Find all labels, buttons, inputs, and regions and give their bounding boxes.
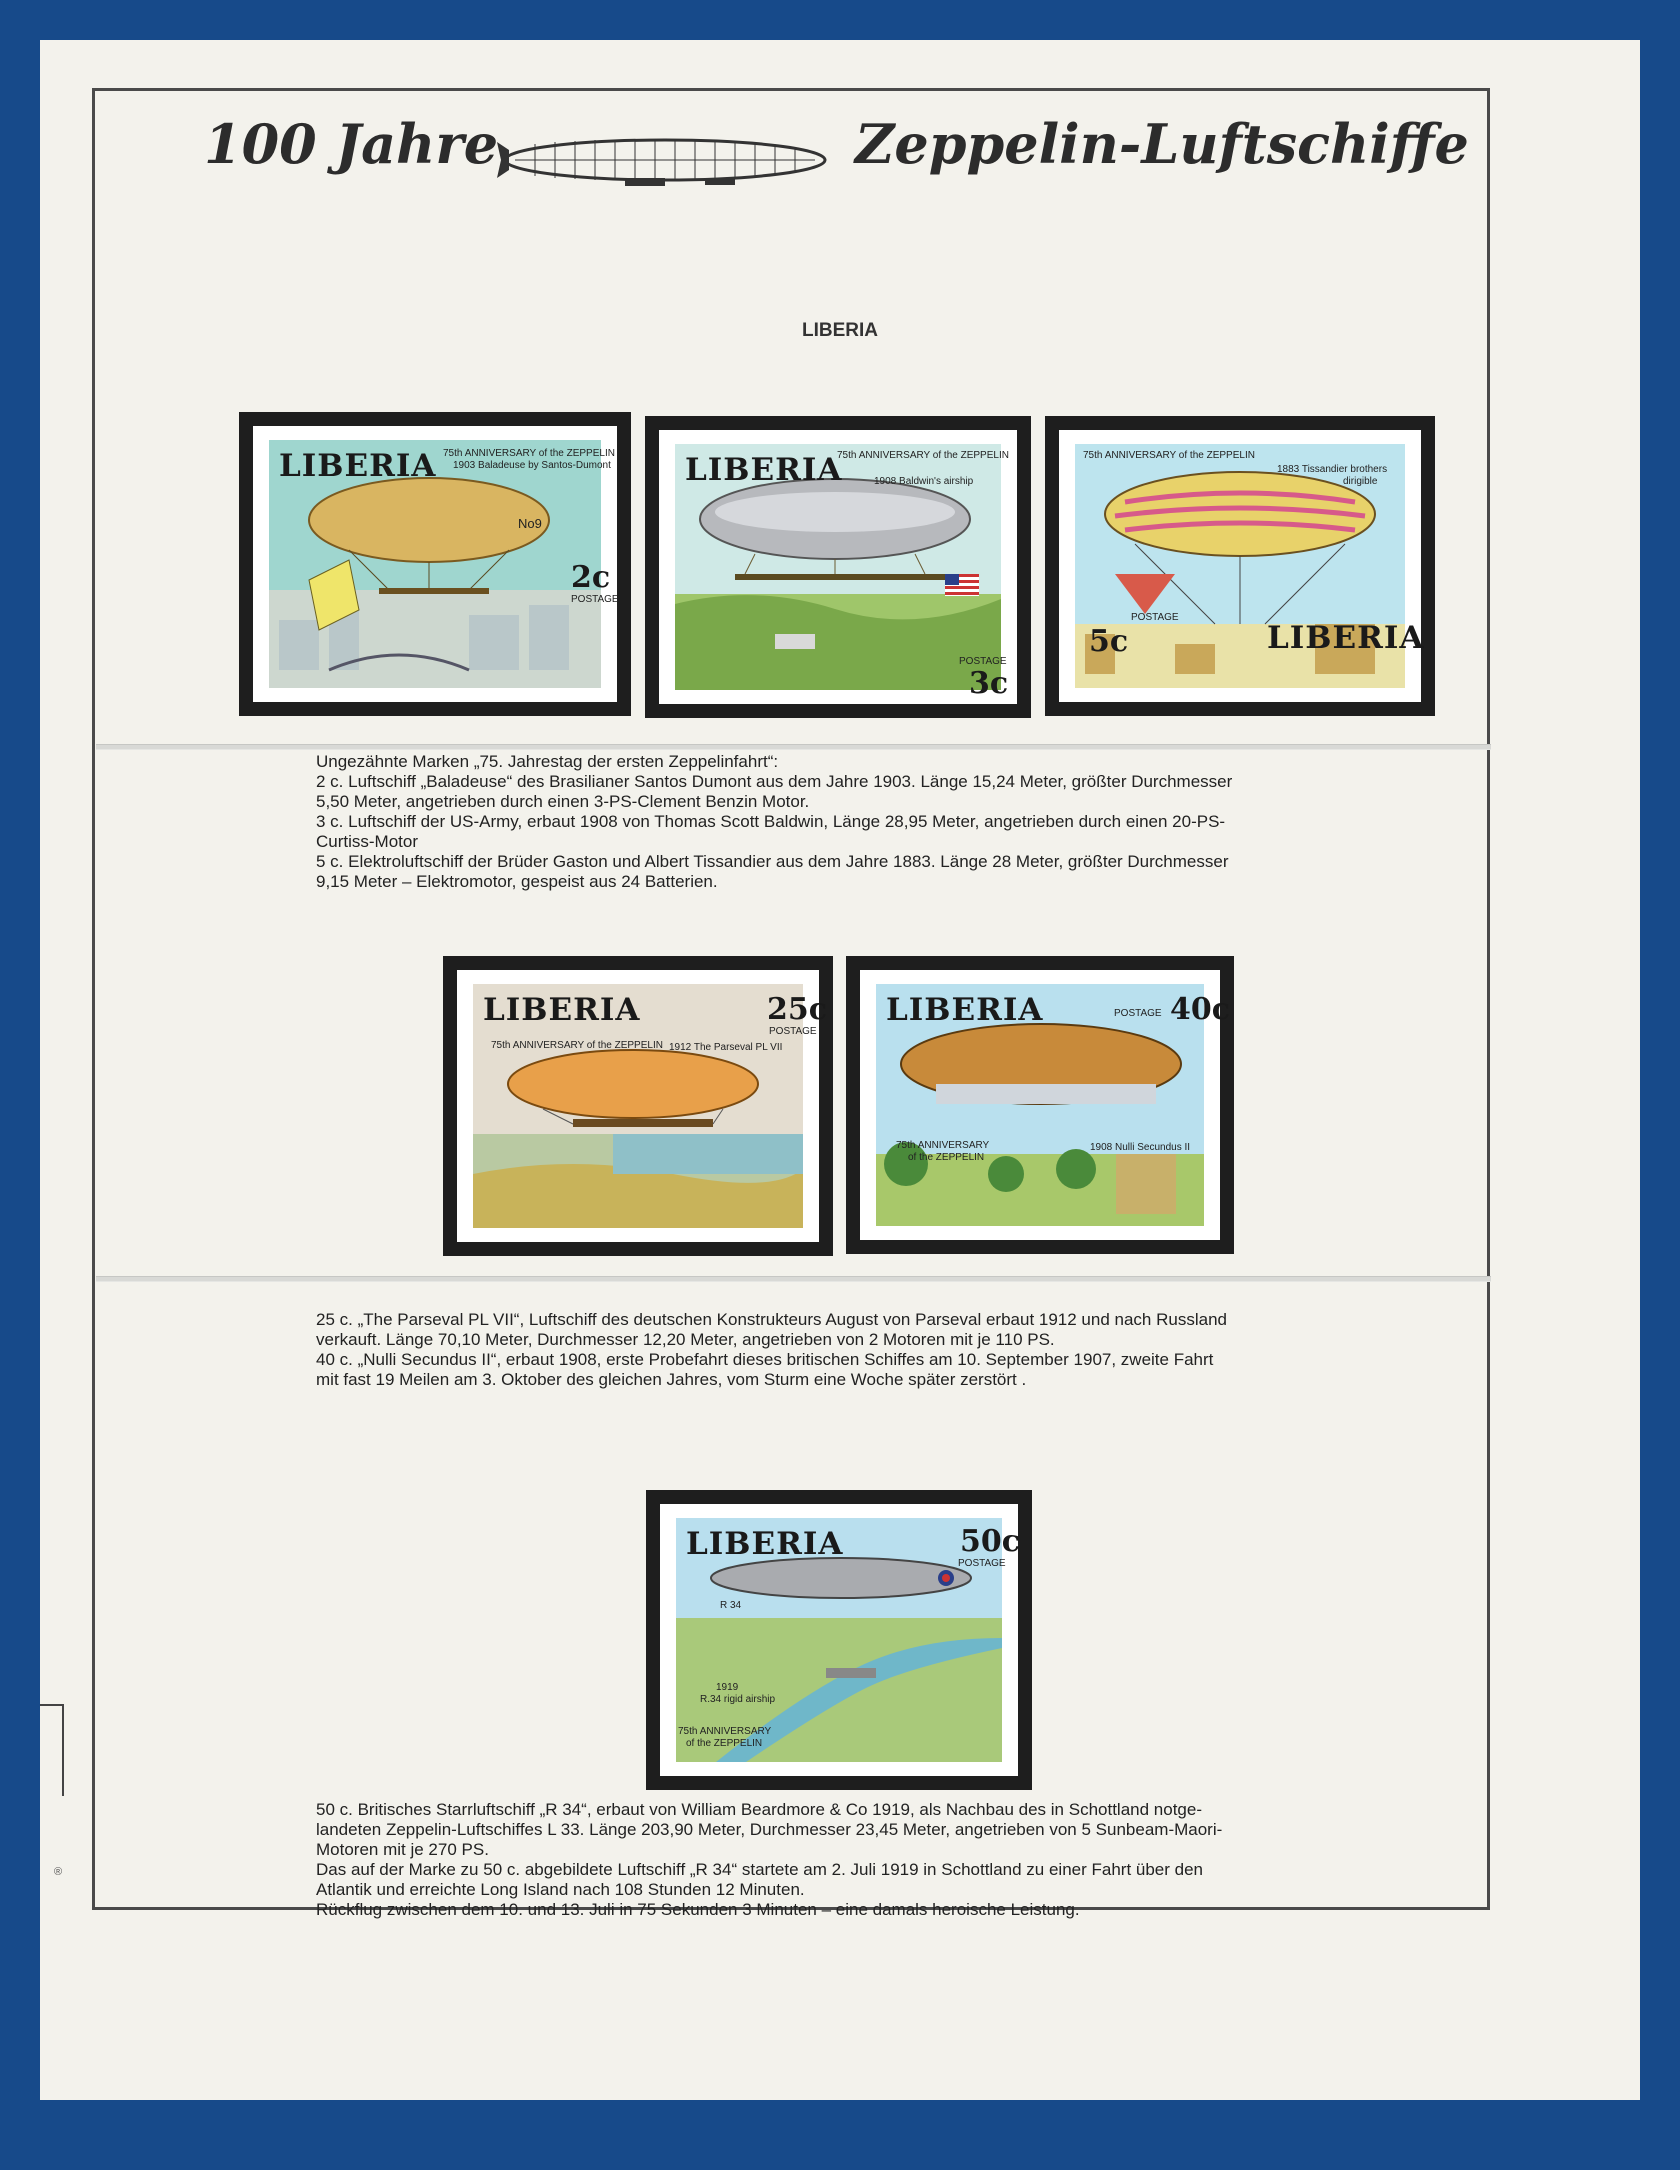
stamp-anniversary: 75th ANNIVERSARY of the ZEPPELIN [443, 448, 615, 459]
stamp-country: LIBERIA [1267, 620, 1425, 656]
stamp-anniversary: 75th ANNIVERSARY of the ZEPPELIN [1083, 450, 1255, 461]
description-line: Ungezähnte Marken „75. Jahrestag der ersten Zeppelinfahrt“: [316, 752, 779, 771]
description-line: Motoren mit je 270 PS. [316, 1840, 489, 1859]
stamp [253, 426, 617, 702]
description-line: 3 c. Luftschiff der US-Army, erbaut 1908 von Thomas Scott Baldwin, Länge 28,95 Meter, angetrieben durch einen 20-PS- [316, 812, 1226, 831]
stamp-country: LIBERIA [886, 992, 1044, 1028]
page-title-left: 100 Jahre [204, 112, 499, 176]
stamp-postage: POSTAGE [1114, 1008, 1162, 1019]
stamp-mount [239, 412, 631, 716]
stamp-caption: 1908 Baldwin's airship [874, 476, 974, 487]
description-line: Curtiss-Motor [316, 832, 419, 851]
stamp-postage: POSTAGE [959, 656, 1007, 667]
stamp-anniversary: 75th ANNIVERSARY of the ZEPPELIN [837, 450, 1009, 461]
stamp-postage: POSTAGE [958, 1558, 1006, 1569]
description-line: 50 c. Britisches Starrluftschiff „R 34“, erbaut von William Beardmore & Co 1919, als Nachbau des in Schottland notge- [316, 1800, 1203, 1819]
stamp-postage: POSTAGE [769, 1026, 817, 1037]
airship-label: R 34 [720, 1600, 742, 1611]
page-edge-mark [40, 1704, 64, 1796]
stamp-postage: POSTAGE [571, 594, 619, 605]
page-title-right: Zeppelin-Luftschiffe [855, 112, 1469, 176]
stamp [1059, 430, 1425, 702]
description-line: 2 c. Luftschiff „Baladeuse“ des Brasilianer Santos Dumont aus dem Jahre 1903. Länge 15,24 Meter, größter Durchmesser [316, 772, 1233, 791]
description-line: Rückflug zwischen dem 10. und 13. Juli in 75 Sekunden 3 Minuten – eine damals heroische Leistung. [316, 1900, 1080, 1919]
stamp-caption: 1908 Nulli Secundus II [1090, 1142, 1191, 1153]
stamp-anniversary: of the ZEPPELIN [908, 1152, 985, 1163]
stamp [860, 970, 1231, 1240]
description-block [316, 1310, 1366, 1390]
stamp-caption: dirigible [1343, 476, 1378, 487]
stamp-caption: 1919 [716, 1682, 739, 1693]
description-line: 40 c. „Nulli Secundus II“, erbaut 1908, erste Probefahrt dieses britischen Schiffes am 10. September 1907, zweite Fahrt [316, 1350, 1214, 1369]
stamp-value: 50c [960, 1524, 1021, 1559]
stamp-mount [1045, 416, 1435, 716]
stamp-anniversary: of the ZEPPELIN [686, 1738, 763, 1749]
mount-strip [96, 744, 1491, 750]
description-line: verkauft. Länge 70,10 Meter, Durchmesser 12,20 Meter, angetrieben von 2 Motoren mit je 110 PS. [316, 1330, 1055, 1349]
description-block [316, 752, 1366, 892]
description-line: Atlantik und erreichte Long Island nach 108 Stunden 12 Minuten. [316, 1880, 805, 1899]
stamp-caption: 1883 Tissandier brothers [1277, 464, 1388, 475]
stamp-value: 5c [1089, 624, 1129, 659]
stamp [660, 1504, 1021, 1776]
stamp-mount [443, 956, 833, 1256]
stamp-country: LIBERIA [686, 1526, 844, 1562]
zeppelin-airship-icon [495, 128, 835, 192]
description-line: mit fast 19 Meilen am 3. Oktober des gleichen Jahres, vom Sturm eine Woche später zerstört . [316, 1370, 1027, 1389]
registered-mark: ® [54, 1866, 63, 1878]
stamp-anniversary: 75th ANNIVERSARY [678, 1726, 772, 1737]
description-line: Das auf der Marke zu 50 c. abgebildete Luftschiff „R 34“ startete am 2. Juli 1919 in Schottland zu einer Fahrt über den [316, 1860, 1204, 1879]
stamp-value: 25c [767, 992, 828, 1027]
stamp-mount [646, 1490, 1032, 1790]
stamp-mount [846, 956, 1234, 1254]
stamp-value: 2c [571, 560, 611, 595]
stamp-value: 3c [969, 666, 1009, 701]
country-heading: LIBERIA [802, 320, 878, 341]
airship-label: No9 [518, 516, 542, 531]
mount-strip [96, 1276, 1491, 1282]
description-line: 5,50 Meter, angetrieben durch einen 3-PS-Clement Benzin Motor. [316, 792, 810, 811]
stamp-value: 40c [1170, 992, 1231, 1027]
description-line: 9,15 Meter – Elektromotor, gespeist aus 24 Batterien. [316, 872, 718, 891]
stamp-anniversary: 75th ANNIVERSARY of the ZEPPELIN [491, 1040, 663, 1051]
stamp-country: LIBERIA [685, 452, 843, 488]
stamp-caption: R.34 rigid airship [700, 1694, 776, 1705]
description-line: 25 c. „The Parseval PL VII“, Luftschiff des deutschen Konstrukteurs August von Parseval erbaut 1912 und nach Russland [316, 1310, 1227, 1329]
description-line: landeten Zeppelin-Luftschiffes L 33. Länge 203,90 Meter, Durchmesser 23,45 Meter, angetrieben von 5 Sunbeam-Maori- [316, 1820, 1223, 1839]
stamp-country: LIBERIA [483, 992, 641, 1028]
stamp-mount [645, 416, 1031, 718]
stamp-caption: 1903 Baladeuse by Santos-Dumont [453, 460, 611, 471]
stamp-caption: 1912 The Parseval PL VII [669, 1042, 783, 1053]
stamp-anniversary: 75th ANNIVERSARY [896, 1140, 990, 1151]
stamp-postage: POSTAGE [1131, 612, 1179, 623]
description-line: 5 c. Elektroluftschiff der Brüder Gaston und Albert Tissandier aus dem Jahre 1883. Länge 28 Meter, größter Durchmesser [316, 852, 1229, 871]
stamp [659, 430, 1017, 704]
description-block [316, 1800, 1366, 1920]
stamp-country: LIBERIA [279, 448, 437, 484]
stamp [457, 970, 828, 1242]
